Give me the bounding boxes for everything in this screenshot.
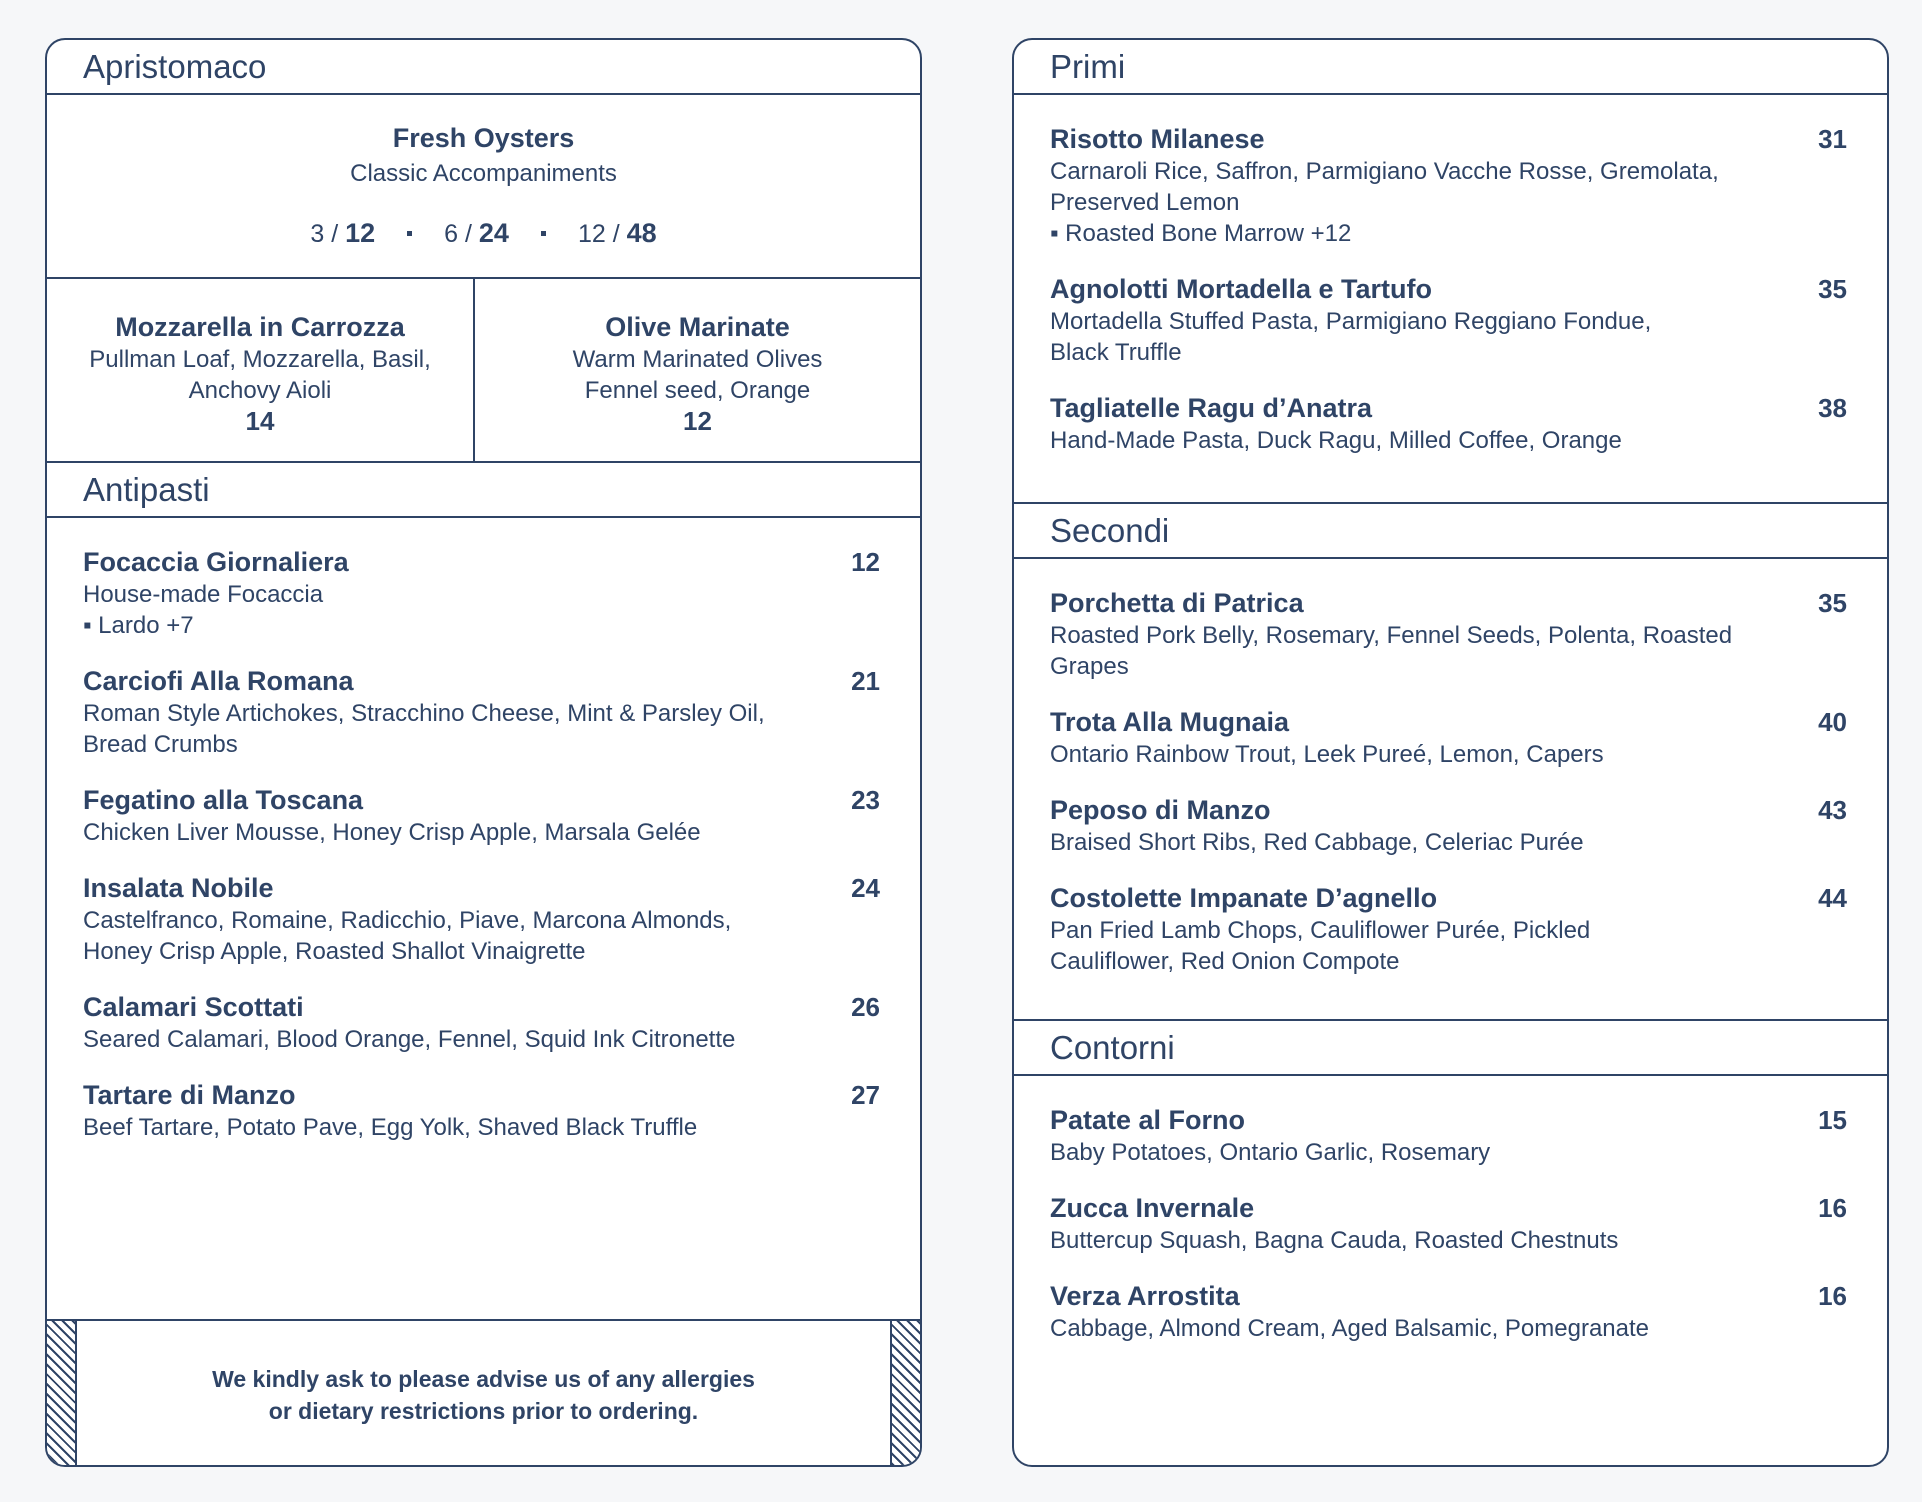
- item-desc: Seared Calamari, Blood Orange, Fennel, Squid Ink Citronette: [83, 1026, 736, 1053]
- item-desc: Castelfranco, Romaine, Radicchio, Piave, Marcona Almonds, Honey Crisp Apple, Roasted Shallot Vinaigrette: [83, 907, 732, 965]
- oyster-size-3: 3 / 12: [310, 218, 376, 248]
- mozzarella-block: [47, 279, 475, 461]
- item-price: 16: [1818, 1281, 1847, 1311]
- item-name: Tartare di Manzo: [83, 1080, 296, 1110]
- separator-dot: [407, 231, 412, 236]
- item-desc: Baby Potatoes, Ontario Garlic, Rosemary: [1050, 1139, 1491, 1166]
- primi-list: [1014, 95, 1887, 504]
- item-price: 43: [1818, 795, 1847, 825]
- item-price: 26: [851, 992, 880, 1022]
- olive-block: [475, 279, 920, 461]
- menu-item: [1050, 706, 1847, 770]
- menu-right-panel: [1012, 38, 1889, 1467]
- hatch-decoration: [47, 1321, 77, 1465]
- menu-item: [1050, 392, 1847, 456]
- item-price: 14: [245, 406, 275, 436]
- oysters-block: [47, 95, 920, 279]
- item-name: Tagliatelle Ragu d’Anatra: [1050, 393, 1373, 423]
- antipasti-list: [47, 518, 920, 1143]
- item-desc: Cabbage, Almond Cream, Aged Balsamic, Pomegranate: [1050, 1315, 1650, 1342]
- notice-line: or dietary restrictions prior to ordering.: [268, 1398, 699, 1424]
- item-price: 21: [851, 666, 880, 696]
- menu-item: [83, 546, 880, 641]
- item-desc: Pullman Loaf, Mozzarella, Basil,: [89, 346, 431, 373]
- item-desc: Pan Fried Lamb Chops, Cauliflower Purée, Pickled Cauliflower, Red Onion Compote: [1050, 917, 1591, 975]
- item-name: Olive Marinate: [605, 312, 790, 342]
- item-name: Insalata Nobile: [83, 873, 274, 903]
- menu-item: [83, 665, 880, 760]
- item-name: Patate al Forno: [1050, 1105, 1246, 1135]
- item-price: 12: [851, 547, 880, 577]
- item-name: Costolette Impanate D’agnello: [1050, 883, 1438, 913]
- item-name: Fegatino alla Toscana: [83, 785, 364, 815]
- menu-item: [1050, 123, 1847, 249]
- item-desc: Buttercup Squash, Bagna Cauda, Roasted Chestnuts: [1050, 1227, 1619, 1254]
- item-name: Carciofi Alla Romana: [83, 666, 354, 696]
- separator-dot: [541, 231, 546, 236]
- item-price: 23: [851, 785, 880, 815]
- item-desc: Carnaroli Rice, Saffron, Parmigiano Vacche Rosse, Gremolata, Preserved Lemon: [1050, 158, 1719, 216]
- item-desc: Anchovy Aioli: [188, 377, 332, 404]
- item-desc: Ontario Rainbow Trout, Leek Pureé, Lemon, Capers: [1050, 741, 1604, 768]
- item-desc: Fennel seed, Orange: [584, 377, 811, 404]
- item-name: Verza Arrostita: [1050, 1281, 1240, 1311]
- menu-item: [83, 784, 880, 848]
- item-name: Fresh Oysters: [392, 123, 575, 153]
- item-desc: Roasted Pork Belly, Rosemary, Fennel Seeds, Polenta, Roasted Grapes: [1050, 622, 1733, 680]
- item-name: Agnolotti Mortadella e Tartufo: [1050, 274, 1432, 304]
- item-name: Peposo di Manzo: [1050, 795, 1271, 825]
- oyster-sizes: [47, 218, 920, 249]
- menu-item: [1050, 587, 1847, 682]
- item-price: 15: [1818, 1105, 1847, 1135]
- section-title-primi: Primi: [1014, 40, 1887, 95]
- menu-item: [83, 991, 880, 1055]
- item-name: Risotto Milanese: [1050, 124, 1265, 154]
- menu-item: [1050, 1104, 1847, 1168]
- hatch-decoration: [890, 1321, 920, 1465]
- menu-item: [1050, 1280, 1847, 1344]
- menu-item: [83, 872, 880, 967]
- item-desc: Beef Tartare, Potato Pave, Egg Yolk, Shaved Black Truffle: [83, 1114, 698, 1141]
- item-desc: Roman Style Artichokes, Stracchino Cheese, Mint & Parsley Oil, Bread Crumbs: [83, 700, 765, 758]
- item-name: Porchetta di Patrica: [1050, 588, 1304, 618]
- item-desc: Chicken Liver Mousse, Honey Crisp Apple, Marsala Gelée: [83, 819, 701, 846]
- item-desc: Classic Accompaniments: [350, 160, 617, 187]
- item-price: 31: [1818, 124, 1847, 154]
- item-desc: Hand-Made Pasta, Duck Ragu, Milled Coffee, Orange: [1050, 427, 1622, 454]
- item-price: 12: [683, 406, 712, 436]
- menu-item: [1050, 273, 1847, 368]
- item-addon: ▪ Lardo +7: [83, 612, 194, 639]
- oyster-size-6: 6 / 24: [444, 218, 509, 248]
- allergy-notice: [47, 1319, 920, 1465]
- item-price: 16: [1818, 1193, 1847, 1223]
- section-title-contorni: Contorni: [1014, 1021, 1887, 1076]
- item-desc: Warm Marinated Olives: [572, 346, 823, 373]
- item-price: 44: [1818, 883, 1847, 913]
- menu-item: [1050, 1192, 1847, 1256]
- item-desc: House-made Focaccia: [83, 581, 324, 608]
- item-price: 27: [851, 1080, 880, 1110]
- aperitivo-split-row: [47, 279, 920, 463]
- item-price: 38: [1818, 393, 1847, 423]
- menu-item: [1050, 794, 1847, 858]
- notice-line: We kindly ask to please advise us of any allergies: [212, 1366, 755, 1392]
- item-desc: Braised Short Ribs, Red Cabbage, Celeriac Purée: [1050, 829, 1584, 856]
- item-price: 35: [1818, 588, 1847, 618]
- item-name: Mozzarella in Carrozza: [115, 312, 405, 342]
- section-title-apristomaco: Apristomaco: [47, 40, 920, 95]
- contorni-list: [1014, 1076, 1887, 1344]
- item-name: Zucca Invernale: [1050, 1193, 1255, 1223]
- oyster-size-12: 12 / 48: [577, 218, 657, 248]
- menu-left-panel: [45, 38, 922, 1467]
- item-desc: Mortadella Stuffed Pasta, Parmigiano Reggiano Fondue, Black Truffle: [1050, 308, 1652, 366]
- menu-item: [1050, 882, 1847, 977]
- secondi-list: [1014, 559, 1887, 1021]
- item-price: 40: [1818, 707, 1847, 737]
- section-title-antipasti: Antipasti: [47, 463, 920, 518]
- item-addon: ▪ Roasted Bone Marrow +12: [1050, 220, 1352, 247]
- item-price: 24: [851, 873, 880, 903]
- item-name: Trota Alla Mugnaia: [1050, 707, 1290, 737]
- menu-item: [83, 1079, 880, 1143]
- section-title-secondi: Secondi: [1014, 504, 1887, 559]
- item-price: 35: [1818, 274, 1847, 304]
- item-name: Calamari Scottati: [83, 992, 304, 1022]
- item-name: Focaccia Giornaliera: [83, 547, 349, 577]
